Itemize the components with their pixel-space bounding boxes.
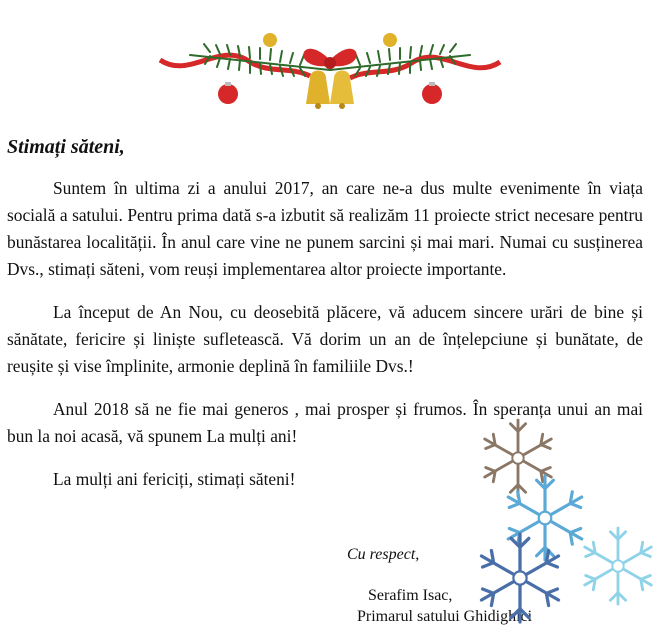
paragraph-hope: Anul 2018 să ne fie mai generos , mai prosper și frumos. În speranța unui an mai bun la noi acasă, vă spunem La mulți ani! [7,399,643,446]
snowflake-light [585,528,652,604]
paragraph-greeting: La mulți ani fericiți, stimați săteni! [53,469,296,489]
paragraph-year-summary: Suntem în ultima zi a anului 2017, an care ne-a dus multe evenimente în viața socială a satului. Pentru prima dată s-a izbutit să realizăm 11 proiecte strict necesare pentru bunăstarea localității. În anul care vine ne punem sarcini și mai mari. Numai cu susținerea Dvs., stimați săteni, vom reuși implementarea altor proiecte importante. [7,178,643,279]
salutation: Stimați săteni, [7,136,125,158]
signer-name: Serafim Isac, [368,587,453,604]
closing-phrase: Cu respect, [347,546,420,563]
signer-title: Primarul satului Ghidighici [357,608,533,625]
paragraph-new-year-wishes: La început de An Nou, cu deosebită plăcere, vă aducem sincere urări de bine și sănătate, fericire și liniște sufletească. Vă dorim un an de înțelepciune și bunătate, de reușite și vise împlinite, armonie deplină în familiile Dvs.! [7,302,643,376]
snowflake-icon [450,418,657,632]
christmas-garland-bells-icon [150,0,510,118]
